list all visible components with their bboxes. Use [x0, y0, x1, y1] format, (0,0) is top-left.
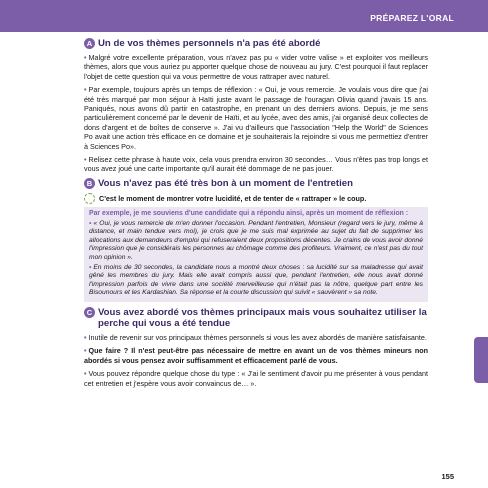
bullet-icon: •	[89, 219, 92, 227]
paragraph	[84, 333, 428, 342]
paragraph	[84, 369, 428, 388]
section-c	[84, 307, 428, 388]
section-b-title: Vous n'avez pas été très bon à un moment de l'entretien	[98, 177, 353, 189]
side-tab	[474, 337, 488, 383]
gear-icon	[84, 193, 95, 204]
section-letter-badge: B	[84, 178, 95, 189]
paragraph-text: Vous pouvez répondre quelque chose du type : « J'ai le sentiment d'avoir pu me présenter à vous pendant cet entretien et j'espère vous avoir convaincus de… ».	[84, 369, 428, 388]
paragraph	[84, 346, 428, 365]
highlight-text: C'est le moment de montrer votre lucidité, et de tenter de « rattraper » le coup.	[99, 193, 367, 203]
paragraph-text: Relisez cette phrase à haute voix, cela vous prendra environ 30 secondes… Vous n'êtes pas trop longs et vous avez joué une carte importante qu'il aurait été dommage de ne pas jouer.	[84, 155, 428, 174]
section-a	[84, 38, 428, 174]
section-b-heading	[84, 178, 428, 189]
section-letter-badge: A	[84, 38, 95, 49]
section-a-title: Un de vos thèmes personnels n'a pas été abordé	[98, 38, 321, 49]
bullet-icon: •	[84, 346, 87, 356]
bullet-icon: •	[84, 53, 87, 62]
paragraph	[84, 53, 428, 81]
page-number: 155	[441, 472, 454, 481]
bullet-icon: •	[84, 155, 87, 165]
section-header-title: PRÉPAREZ L'ORAL	[370, 13, 454, 23]
paragraph	[84, 155, 428, 174]
paragraph-text: « Oui, je vous remercie de m'en donner l'occasion. Pendant l'entretien, Monsieur (regard vers le jury, même à distance, et main tendue vers moi), je crois que je me suis mal exprimée au sujet du fait de supprimer les allocations aux demandeurs d'emploi qui refuseraient deux propositions décentes. Je crains de vous avoir donné l'impression que je considérais les personnes au chômage comme des profiteurs. Vraiment, ce n'est pas du tout mon opinion ».	[89, 219, 423, 262]
paragraph-text: Que faire ? Il n'est peut-être pas nécessaire de mettre en avant un de vos thèmes mineurs non abordés si vous pensez avoir suffisamment et efficacement parlé de vous.	[84, 346, 428, 365]
paragraph-text: Par exemple, toujours après un temps de réflexion : « Oui, je vous remercie. Je voulais vous dire que j'ai été très marqué par mon séjour à Haïti juste avant le passage de l'ouragan Olivia quand j'avais 15 ans. Paniqués, nous avons dû partir en catastrophe, en prenant un des derniers avions. Depuis, je me sens particulièrement concerné par le devenir de Haïti, et au lycée, avec des amis, j'ai organisé deux collectes de dons d'argent et de boîtes de conserve ». J'ai vu d'ailleurs que l'association "Help the World" de Sciences Po avait une action très efficace en ce domaine et je souhaiterais la rejoindre si vous me permettiez d'entrer à Sciences Po».	[84, 85, 428, 151]
page-content	[84, 38, 428, 392]
example-commentary	[89, 264, 423, 298]
paragraph	[84, 85, 428, 151]
example-intro: Par exemple, je me souviens d'une candidate qui a répondu ainsi, après un moment de réflexion :	[89, 209, 409, 217]
bullet-icon: •	[84, 85, 87, 95]
paragraph-text: Inutile de revenir sur vos principaux thèmes personnels si vous les avez abordés de manière satisfaisante.	[88, 333, 427, 343]
paragraph-text: En moins de 30 secondes, la candidate nous a montré deux choses : sa lucidité sur sa maladresse qui avait gêné les membres du jury. Mais elle avait compris aussi que, pendant l'entretien, elle nous avait donné l'impression parfois de vivre dans une société merveilleuse qui n'était pas la nôtre, quelque part entre les Bisounours et les Kardashian. Sa réponse et la courte discussion qui suivit « sauvèrent » sa note.	[89, 263, 423, 297]
section-c-heading	[84, 307, 428, 329]
paragraph-text: Malgré votre excellente préparation, vous n'avez pas pu « vider votre valise » et exploiter vos meilleurs thèmes, alors que vous auriez pu apporter quelque chose de nouveau au jury. C'est pourquoi il faut replacer l'objet de cette question qui va vous permettre de vous rattraper avec naturel.	[84, 53, 428, 81]
section-c-title: Vous avez abordé vos thèmes principaux mais vous souhaitez utiliser la perche qui vous a été tendue	[98, 307, 427, 330]
section-b	[84, 178, 428, 302]
section-letter-badge: C	[84, 307, 95, 318]
bullet-icon: •	[89, 263, 92, 271]
section-a-heading	[84, 38, 428, 49]
example-quote	[89, 220, 423, 263]
example-box	[84, 207, 428, 302]
bullet-icon: •	[84, 369, 87, 379]
bullet-icon: •	[84, 333, 87, 343]
highlight-row	[84, 193, 428, 204]
